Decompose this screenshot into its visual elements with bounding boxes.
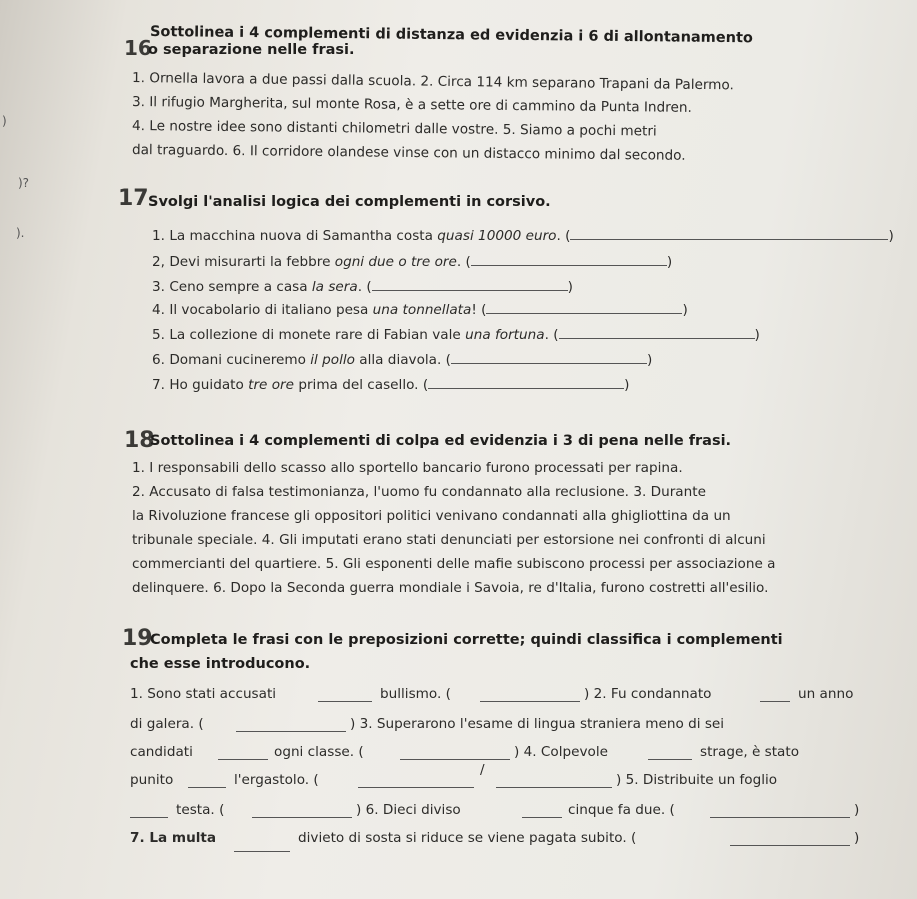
exercise-text-line: dal traguardo. 6. Il corridore olandese vinse con un distacco minimo dal secondo.: [131, 142, 686, 164]
preposition-blank[interactable]: [130, 804, 168, 818]
answer-blank[interactable]: [480, 688, 580, 702]
exercise-text-line: 4. Le nostre idee sono distanti chilometri dalle vostre. 5. Siamo a pochi metri: [131, 118, 657, 140]
preposition-blank[interactable]: [318, 688, 372, 702]
exercise-text-line: tribunale speciale. 4. Gli imputati erano stati denunciati per estorsione nei confronti di alcuni: [132, 532, 766, 548]
exercise-text: ) 5. Distribuite un foglio: [616, 772, 778, 788]
exercise-text: bullismo. (: [380, 686, 451, 702]
exercise-text: ogni classe. (: [274, 744, 364, 760]
exercise-text: cinque fa due. (: [568, 802, 675, 818]
answer-blank[interactable]: [710, 804, 850, 818]
preposition-blank[interactable]: [234, 838, 290, 852]
exercise-text: ) 4. Colpevole: [514, 744, 608, 760]
exercise-text: ) 3. Superarono l'esame di lingua straniera meno di sei: [350, 716, 725, 732]
exercise-title: Svolgi l'analisi logica dei complementi in corsivo.: [148, 194, 551, 210]
margin-mark: ).: [16, 226, 25, 240]
preposition-blank[interactable]: [760, 688, 790, 702]
exercise-text: un anno: [798, 686, 854, 702]
exercise-text: divieto di sosta si riduce se viene pagata subito. (: [298, 830, 637, 846]
preposition-blank[interactable]: [188, 774, 226, 788]
separator: /: [480, 762, 485, 778]
exercise-item: 5. La collezione di monete rare di Fabian vale una fortuna. ( ): [152, 327, 760, 343]
exercise-text: di galera. (: [130, 716, 204, 732]
exercise-text: candidati: [130, 744, 193, 760]
exercise-text: 7. La multa: [130, 830, 217, 846]
exercise-item: 1. La macchina nuova di Samantha costa quasi 10000 euro. ( ): [152, 228, 894, 244]
answer-blank[interactable]: [428, 375, 624, 389]
exercise-text-line: 3. Il rifugio Margherita, sul monte Rosa, è a sette ore di cammino da Punta Indren.: [131, 94, 692, 116]
exercise-text: testa. (: [176, 802, 225, 818]
exercise-title: Completa le frasi con le preposizioni corrette; quindi classifica i complementi: [150, 632, 783, 648]
answer-blank[interactable]: [451, 350, 647, 364]
exercise-title: o separazione nelle frasi.: [148, 42, 355, 58]
preposition-blank[interactable]: [218, 746, 268, 760]
exercise-item: 2, Devi misurarti la febbre ogni due o tre ore. ( ): [152, 254, 673, 270]
exercise-text-line: 2. Accusato di falsa testimonianza, l'uomo fu condannato alla reclusione. 3. Durante: [132, 484, 706, 500]
answer-blank[interactable]: [486, 300, 682, 314]
exercise-text: ): [854, 802, 860, 818]
answer-blank[interactable]: [372, 277, 568, 291]
answer-blank[interactable]: [236, 718, 346, 732]
margin-mark: ): [2, 114, 7, 128]
exercise-number: 16: [124, 36, 152, 60]
exercise-title: Sottolinea i 4 complementi di colpa ed evidenzia i 3 di pena nelle frasi.: [150, 433, 732, 449]
exercise-title: Sottolinea i 4 complementi di distanza ed evidenzia i 6 di allontanamento: [149, 24, 753, 47]
exercise-text: l'ergastolo. (: [234, 772, 319, 788]
exercise-number: 18: [124, 428, 155, 453]
exercise-number: 19: [122, 626, 153, 651]
answer-blank[interactable]: [358, 774, 474, 788]
exercise-item: 3. Ceno sempre a casa la sera. ( ): [152, 279, 573, 295]
exercise-text-line: delinquere. 6. Dopo la Seconda guerra mondiale i Savoia, re d'Italia, furono costretti all'esilio.: [132, 580, 769, 596]
exercise-text-line: la Rivoluzione francese gli oppositori politici venivano condannati alla ghigliottina da un: [132, 508, 731, 524]
answer-blank[interactable]: [496, 774, 612, 788]
exercise-text: punito: [130, 772, 174, 788]
margin-mark: )?: [18, 176, 30, 190]
exercise-text-line: 1. I responsabili dello scasso allo sportello bancario furono processati per rapina.: [132, 460, 683, 476]
exercise-item: 7. Ho guidato tre ore prima del casello. ( ): [152, 377, 630, 393]
answer-blank[interactable]: [730, 832, 850, 846]
exercise-number: 17: [118, 186, 149, 211]
answer-blank[interactable]: [252, 804, 352, 818]
exercise-item: 6. Domani cucineremo il pollo alla diavola. ( ): [152, 352, 653, 368]
preposition-blank[interactable]: [648, 746, 692, 760]
exercise-text: ): [854, 830, 860, 846]
exercise-text: ) 2. Fu condannato: [584, 686, 712, 702]
exercise-text-line: commercianti del quartiere. 5. Gli esponenti delle mafie subiscono processi per associazione a: [132, 556, 776, 572]
answer-blank[interactable]: [570, 226, 888, 240]
exercise-item: 4. Il vocabolario di italiano pesa una tonnellata! ( ): [152, 302, 688, 318]
answer-blank[interactable]: [471, 252, 667, 266]
exercise-text: 1. Sono stati accusati: [130, 686, 277, 702]
exercise-text-line: 1. Ornella lavora a due passi dalla scuola. 2. Circa 114 km separano Trapani da Palermo.: [131, 70, 734, 94]
preposition-blank[interactable]: [522, 804, 562, 818]
answer-blank[interactable]: [559, 325, 755, 339]
exercise-text: strage, è stato: [700, 744, 800, 760]
answer-blank[interactable]: [400, 746, 510, 760]
exercise-text: ) 6. Dieci diviso: [356, 802, 461, 818]
exercise-title: che esse introducono.: [130, 656, 311, 672]
